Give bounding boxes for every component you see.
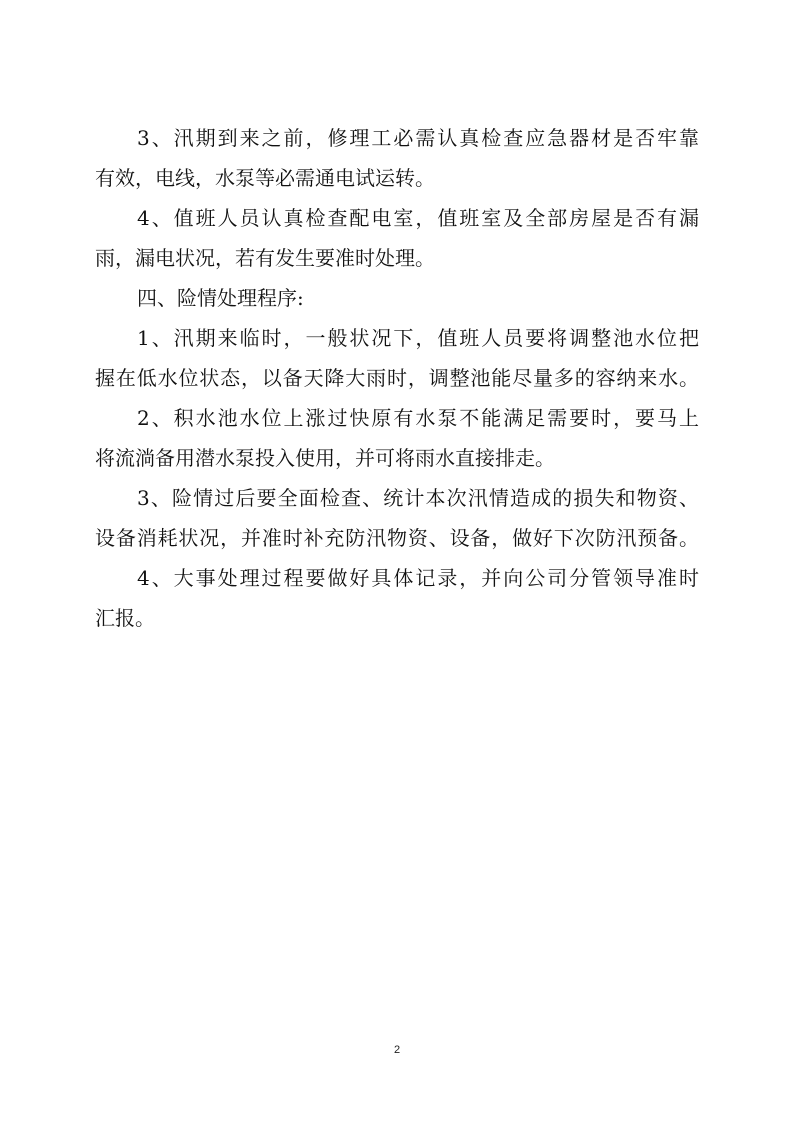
document-body	[95, 118, 699, 638]
paragraph-line: 设备消耗状况，并准时补充防汛物资、设备，做好下次防汛预备。	[95, 526, 699, 550]
paragraph-line: 3、险情过后要全面检查、统计本次汛情造成的损失和物资、	[137, 486, 699, 510]
paragraph-line: 1、汛期来临时，一般状况下，值班人员要将调整池水位把	[137, 326, 699, 350]
paragraph-line: 4、大事处理过程要做好具体记录，并向公司分管领导准时	[137, 566, 699, 590]
paragraph-line: 握在低水位状态，以备天降大雨时，调整池能尽量多的容纳来水。	[95, 366, 699, 390]
paragraph-line: 2、积水池水位上涨过快原有水泵不能满足需要时，要马上	[137, 406, 699, 430]
section-heading: 四、险情处理程序:	[137, 286, 304, 310]
paragraph-line: 汇报。	[95, 606, 155, 630]
paragraph-line: 3、汛期到来之前，修理工必需认真检查应急器材是否牢靠	[137, 126, 699, 150]
paragraph-line: 将流淌备用潜水泵投入使用，并可将雨水直接排走。	[95, 446, 555, 470]
paragraph-line: 4、值班人员认真检查配电室，值班室及全部房屋是否有漏	[137, 206, 699, 230]
page-number: 2	[393, 1044, 401, 1056]
paragraph-line: 有效，电线，水泵等必需通电试运转。	[95, 166, 435, 190]
paragraph-line: 雨，漏电状况，若有发生要准时处理。	[95, 246, 435, 270]
